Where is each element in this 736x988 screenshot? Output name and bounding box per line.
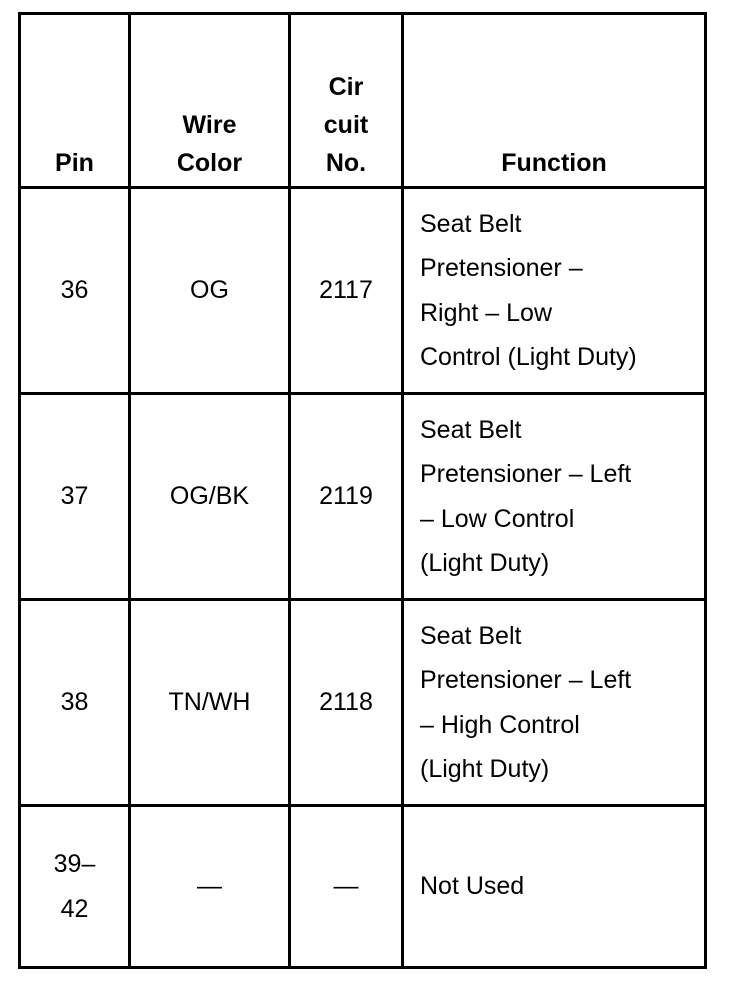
- cell-pin: [20, 394, 130, 600]
- header-circuit-no-label: Cir cuit No.: [323, 73, 369, 177]
- circuit-no-value: 2118: [319, 688, 373, 717]
- header-pin-label: Pin: [55, 149, 94, 177]
- cell-wire-color: [130, 806, 290, 968]
- pin-value: 37: [60, 482, 89, 511]
- header-wire-color: [130, 14, 290, 188]
- function-value: Seat Belt Pretensioner – Right – Low Control (Light Duty): [420, 209, 637, 371]
- function-value: Not Used: [420, 872, 525, 901]
- circuit-no-value: 2117: [319, 276, 373, 305]
- header-wire-color-label: Wire Color: [176, 111, 243, 177]
- wire-color-value: OG: [190, 276, 229, 305]
- cell-wire-color: [130, 600, 290, 806]
- cell-function: [403, 600, 706, 806]
- cell-wire-color: [130, 394, 290, 600]
- function-value: Seat Belt Pretensioner – Left – Low Control (Light Duty): [420, 415, 632, 577]
- cell-circuit-no: [290, 806, 403, 968]
- header-function: [403, 14, 706, 188]
- header-circuit-no: [290, 14, 403, 188]
- pin-value: 39– 42: [53, 850, 96, 923]
- table-row: [20, 394, 706, 600]
- pin-value: 38: [60, 688, 89, 717]
- table-row: [20, 806, 706, 968]
- cell-function: [403, 188, 706, 394]
- wire-color-value: TN/WH: [168, 688, 251, 717]
- circuit-no-value: —: [333, 872, 359, 901]
- circuit-no-value: 2119: [319, 482, 373, 511]
- header-pin: [20, 14, 130, 188]
- cell-pin: [20, 188, 130, 394]
- table-row: [20, 188, 706, 394]
- header-function-label: Function: [501, 149, 607, 177]
- pin-value: 36: [60, 276, 89, 305]
- table-row: [20, 600, 706, 806]
- cell-function: [403, 394, 706, 600]
- function-value: Seat Belt Pretensioner – Left – High Control (Light Duty): [420, 621, 632, 783]
- connector-pin-table: [18, 12, 707, 969]
- table-header-row: [20, 14, 706, 188]
- cell-pin: [20, 806, 130, 968]
- cell-circuit-no: [290, 394, 403, 600]
- cell-pin: [20, 600, 130, 806]
- cell-circuit-no: [290, 188, 403, 394]
- cell-circuit-no: [290, 600, 403, 806]
- wire-color-value: OG/BK: [169, 482, 250, 511]
- wire-color-value: —: [197, 872, 222, 901]
- cell-wire-color: [130, 188, 290, 394]
- cell-function: [403, 806, 706, 968]
